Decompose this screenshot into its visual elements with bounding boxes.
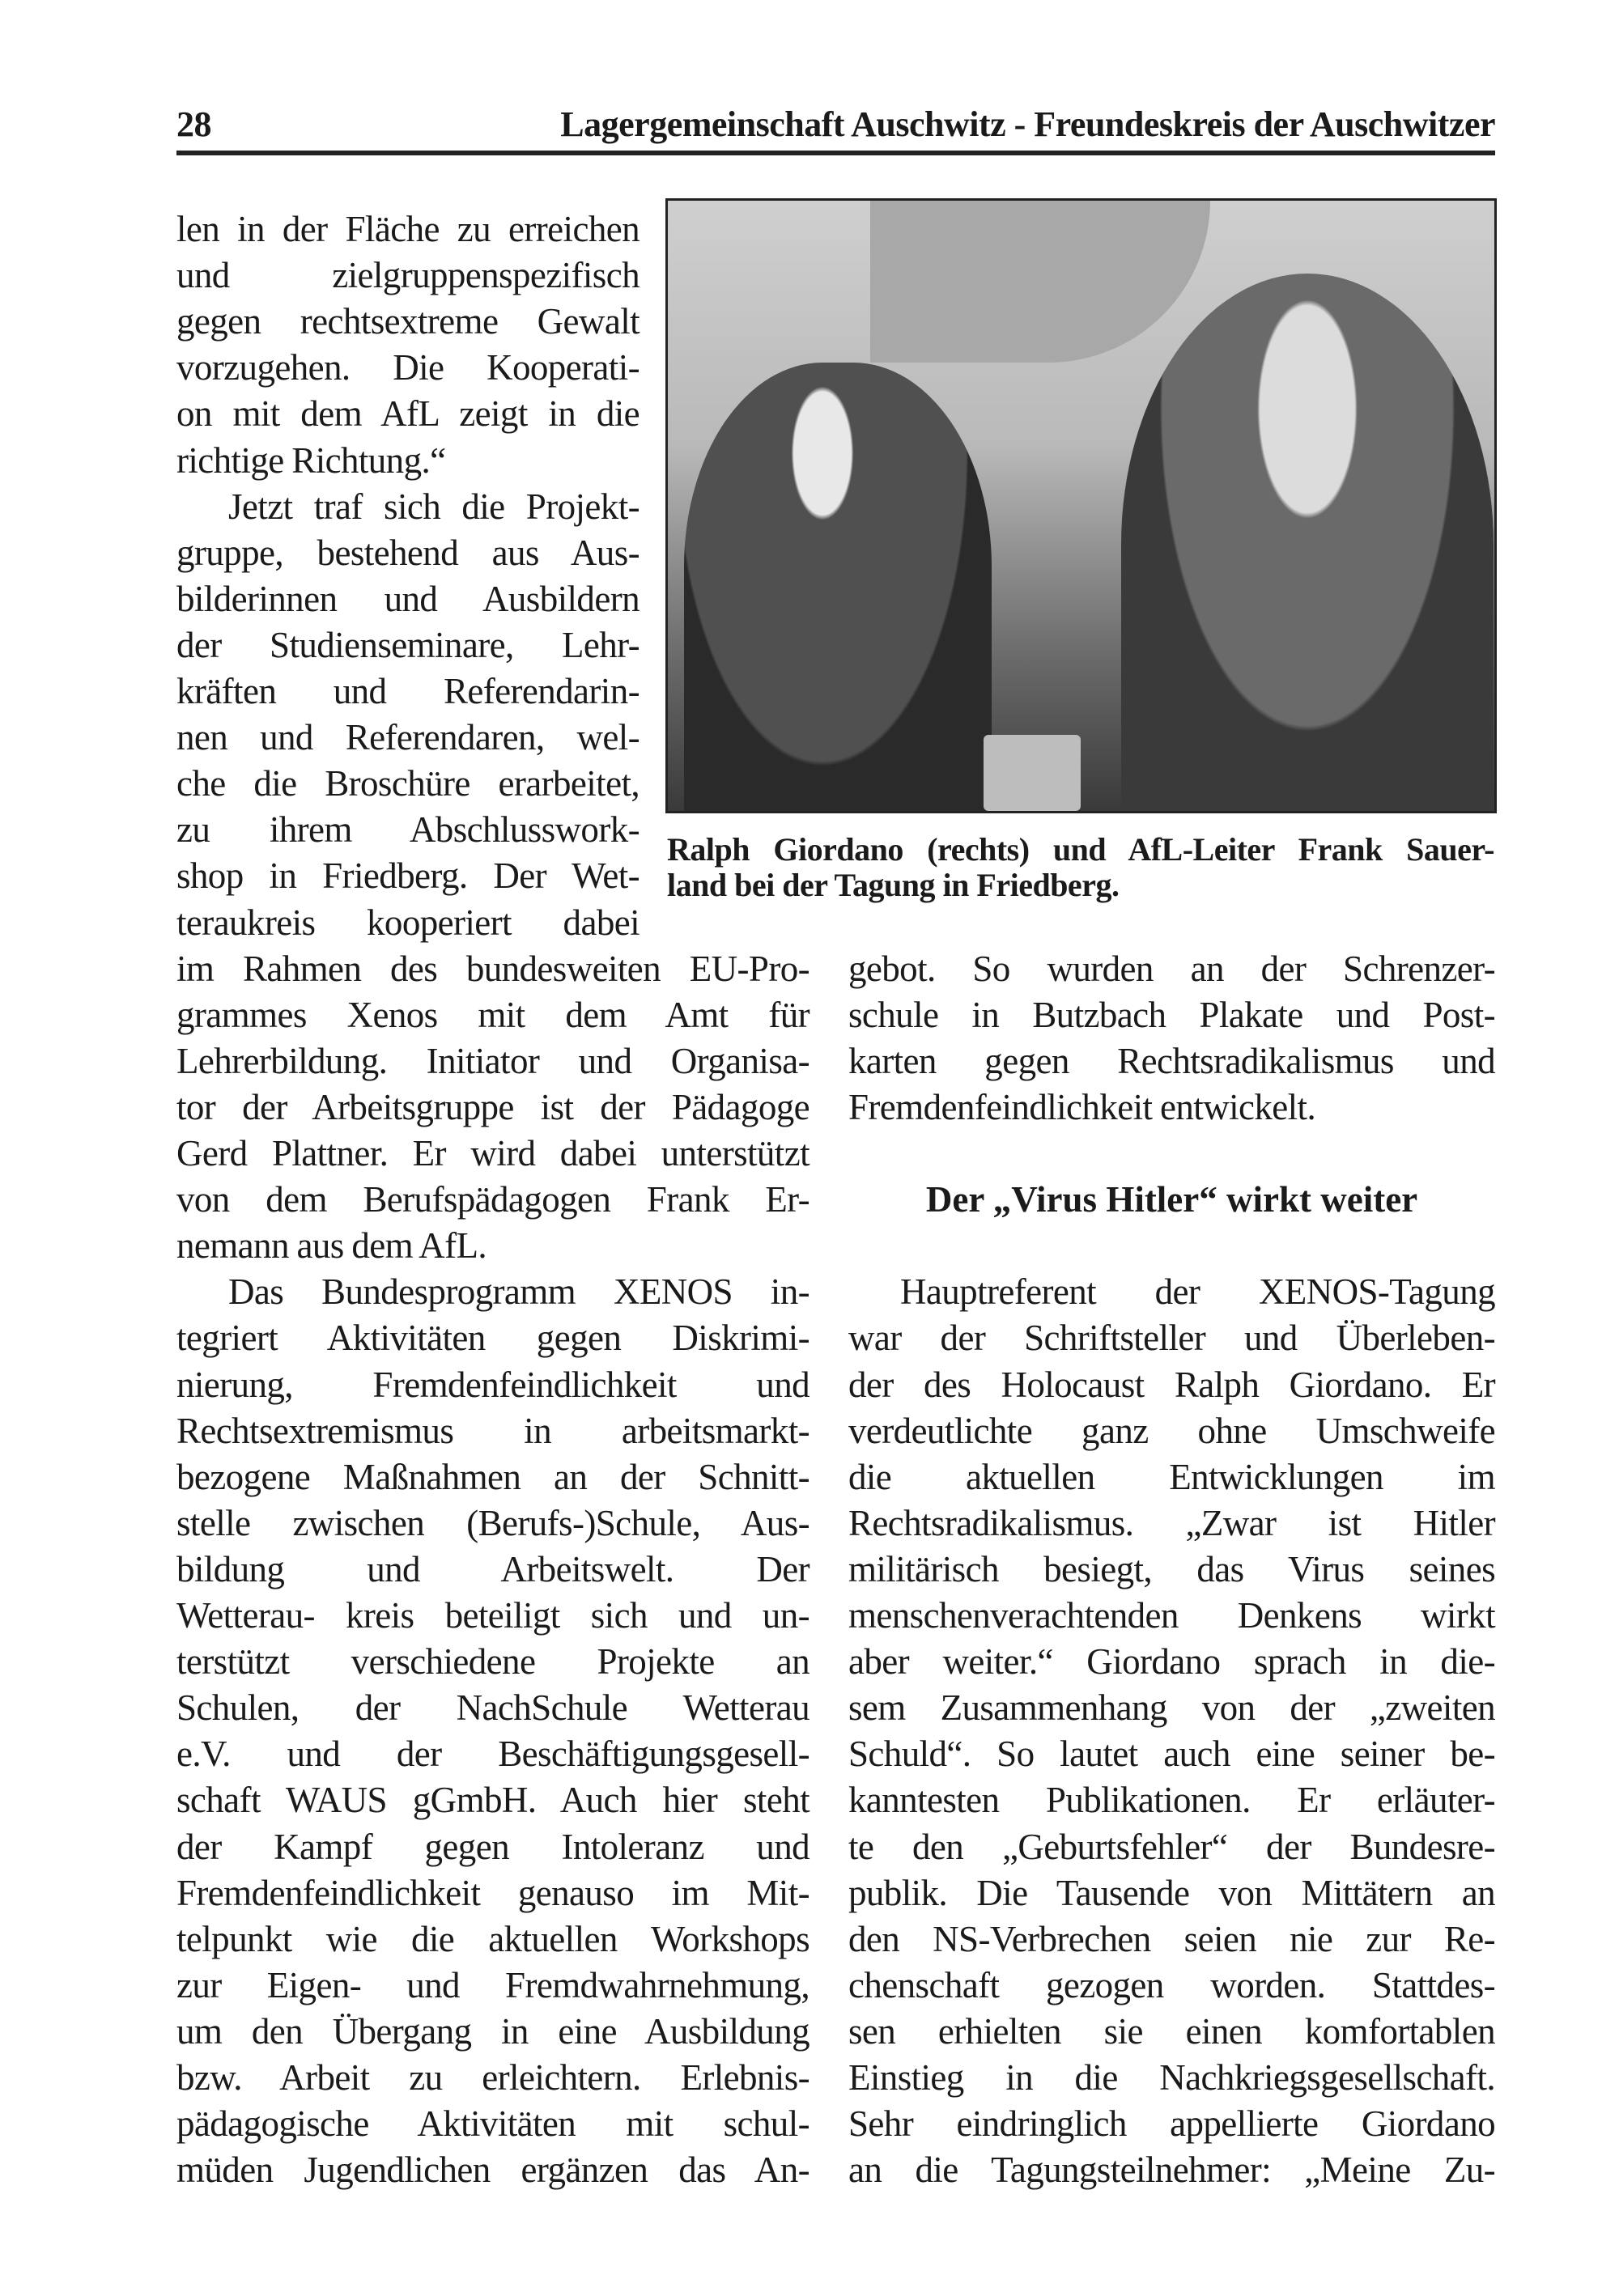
text-line: Einstieg in die Nachkriegsgesellschaft. xyxy=(848,2057,1495,2098)
text-line: von dem Berufspädagogen Frank Er- xyxy=(176,1179,810,1220)
text-line: stelle zwischen (Berufs-)Schule, Aus- xyxy=(176,1502,810,1543)
text-line: zu ihrem Abschlusswork- xyxy=(176,809,640,851)
text-line: den NS-Verbrechen seien nie zur Re- xyxy=(848,1918,1495,1959)
text-line: bzw. Arbeit zu erleichtern. Erlebnis- xyxy=(176,2057,810,2098)
text-line: um den Übergang in eine Ausbildung xyxy=(176,2010,810,2052)
text-line: e.V. und der Beschäftigungsgesell- xyxy=(176,1734,810,1775)
text-line: grammes Xenos mit dem Amt für xyxy=(176,994,810,1035)
text-line: und zielgruppenspezifisch xyxy=(176,255,640,296)
text-line: pädagogische Aktivitäten mit schul- xyxy=(176,2103,810,2145)
text-line: aber weiter.“ Giordano sprach in die- xyxy=(848,1641,1495,1683)
text-line: Rechtsradikalismus. „Zwar ist Hitler xyxy=(848,1502,1495,1543)
photo-person-right xyxy=(1121,274,1494,813)
text-line: Das Bundesprogramm XENOS in- xyxy=(228,1271,810,1313)
text-line: karten gegen Rechtsradikalismus und xyxy=(848,1040,1495,1081)
text-line: die aktuellen Entwicklungen im xyxy=(848,1456,1495,1497)
article-photo xyxy=(665,198,1497,813)
text-line: chenschaft gezogen worden. Stattdes- xyxy=(848,1964,1495,2005)
text-line: shop in Friedberg. Der Wet- xyxy=(176,855,640,897)
text-line: nemann aus dem AfL. xyxy=(176,1225,487,1267)
text-line: Rechtsextremismus in arbeitsmarkt- xyxy=(176,1410,810,1451)
text-line: tor der Arbeitsgruppe ist der Pädagoge xyxy=(176,1086,810,1127)
text-line: Gerd Plattner. Er wird dabei unterstützt xyxy=(176,1133,810,1173)
text-line: nen und Referendaren, wel- xyxy=(176,717,640,758)
text-line: militärisch besiegt, das Virus seines xyxy=(848,1548,1495,1589)
photo-person-left xyxy=(684,363,992,813)
text-line: kanntesten Publikationen. Er erläuter- xyxy=(848,1780,1495,1821)
text-line: Schulen, der NachSchule Wetterau xyxy=(176,1687,810,1729)
text-line: der Studienseminare, Lehr- xyxy=(176,624,640,665)
photo-caption-line: land bei der Tagung in Friedberg. xyxy=(667,867,1120,903)
text-line: bildung und Arbeitswelt. Der xyxy=(176,1548,810,1589)
text-line: verdeutlichte ganz ohne Umschweife xyxy=(848,1410,1495,1451)
text-line: nierung, Fremdenfeindlichkeit und xyxy=(176,1364,810,1405)
photo-glass xyxy=(984,735,1081,811)
text-line: müden Jugendlichen ergänzen das An- xyxy=(176,2150,810,2191)
text-line: terstützt verschiedene Projekte an xyxy=(176,1641,810,1683)
text-line: bilderinnen und Ausbildern xyxy=(176,578,640,619)
text-line: im Rahmen des bundesweiten EU-Pro- xyxy=(176,948,810,989)
text-line: tegriert Aktivitäten gegen Diskrimi- xyxy=(176,1318,810,1359)
text-line: Wetterau- kreis beteiligt sich und un- xyxy=(176,1595,810,1636)
text-line: Fremdenfeindlichkeit genauso im Mit- xyxy=(176,1872,810,1913)
text-line: an die Tagungsteilnehmer: „Meine Zu- xyxy=(848,2150,1495,2191)
section-heading: Der „Virus Hitler“ wirkt weiter xyxy=(925,1179,1418,1220)
text-line: Fremdenfeindlichkeit entwickelt. xyxy=(848,1086,1316,1127)
text-line: len in der Fläche zu erreichen xyxy=(176,209,640,249)
text-line: zur Eigen- und Fremdwahrnehmung, xyxy=(176,1964,810,2005)
text-line: richtige Richtung.“ xyxy=(176,439,446,481)
text-line: telpunkt wie die aktuellen Workshops xyxy=(176,1918,810,1959)
text-line: gruppe, bestehend aus Aus- xyxy=(176,532,640,573)
text-line: sem Zusammenhang von der „zweiten xyxy=(848,1687,1495,1729)
text-line: gegen rechtsextreme Gewalt xyxy=(176,301,640,342)
text-line: sen erhielten sie einen komfortablen xyxy=(848,2010,1495,2052)
text-line: vorzugehen. Die Kooperati- xyxy=(176,347,640,388)
text-line: teraukreis kooperiert dabei xyxy=(176,902,640,943)
text-line: che die Broschüre erarbeitet, xyxy=(176,763,640,804)
text-line: Lehrerbildung. Initiator und Organisa- xyxy=(176,1040,810,1081)
text-line: Sehr eindringlich appellierte Giordano xyxy=(848,2103,1495,2145)
text-line: gebot. So wurden an der Schrenzer- xyxy=(848,948,1495,989)
text-line: publik. Die Tausende von Mittätern an xyxy=(848,1872,1495,1913)
text-line: menschenverachtenden Denkens wirkt xyxy=(848,1595,1495,1636)
text-line: schule in Butzbach Plakate und Post- xyxy=(848,994,1495,1035)
photo-banner xyxy=(870,201,1210,363)
running-title: Lagergemeinschaft Auschwitz - Freundeskreis der Auschwitzer xyxy=(560,104,1495,144)
text-line: on mit dem AfL zeigt in die xyxy=(176,393,640,435)
text-line: Hauptreferent der XENOS-Tagung xyxy=(900,1271,1495,1313)
text-line: der Kampf gegen Intoleranz und xyxy=(176,1826,810,1867)
text-line: Schuld“. So lautet auch eine seiner be- xyxy=(848,1734,1495,1775)
text-line: war der Schriftsteller und Überleben- xyxy=(848,1318,1495,1359)
text-line: bezogene Maßnahmen an der Schnitt- xyxy=(176,1456,810,1497)
text-line: kräften und Referendarin- xyxy=(176,671,640,711)
text-line: der des Holocaust Ralph Giordano. Er xyxy=(848,1364,1495,1405)
page-number: 28 xyxy=(176,104,211,144)
header-rule xyxy=(176,151,1495,155)
photo-caption-line: Ralph Giordano (rechts) und AfL-Leiter Frank Sauer- xyxy=(667,831,1494,868)
text-line: te den „Geburtsfehler“ der Bundesre- xyxy=(848,1826,1495,1867)
text-line: schaft WAUS gGmbH. Auch hier steht xyxy=(176,1780,810,1821)
text-line: Jetzt traf sich die Projekt- xyxy=(228,486,640,527)
